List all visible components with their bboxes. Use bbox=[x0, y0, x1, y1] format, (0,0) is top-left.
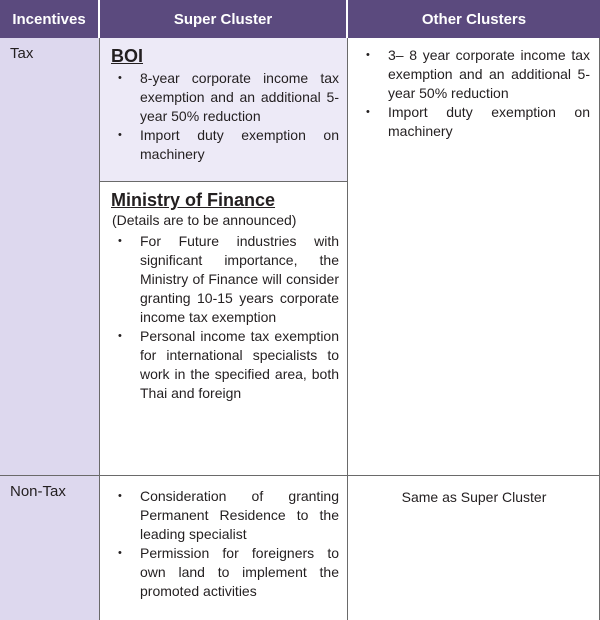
header-super-cluster bbox=[100, 0, 346, 38]
mof-bullet-text: For Future industries with significant importance, the Ministry of Finance will consider granting 10-15 years corporate income tax exemption bbox=[140, 233, 339, 325]
row-label-non-tax-text: Non-Tax bbox=[10, 483, 66, 500]
bullet-icon: • bbox=[118, 330, 122, 342]
mof-bullet-text: Personal income tax exemption for international specialists to work in the specified area, both Thai and foreign bbox=[140, 328, 339, 401]
bullet-icon: • bbox=[118, 129, 122, 141]
bullet-icon: • bbox=[118, 235, 122, 247]
mof-title: Ministry of Finance bbox=[111, 190, 276, 210]
header-other-clusters-label: Other Clusters bbox=[421, 10, 527, 28]
boi-cell bbox=[100, 38, 348, 182]
header-incentives-label: Incentives bbox=[12, 10, 86, 28]
list-item bbox=[100, 232, 347, 327]
boi-bullet-list bbox=[100, 69, 347, 164]
bullet-icon: • bbox=[118, 547, 122, 559]
list-item bbox=[348, 46, 600, 103]
list-item bbox=[100, 69, 347, 126]
other-clusters-tax-cell bbox=[348, 38, 600, 476]
bullet-icon: • bbox=[366, 49, 370, 61]
list-item bbox=[348, 103, 600, 141]
non-tax-bullet-text: Consideration of granting Permanent Residence to the leading specialist bbox=[140, 488, 339, 542]
bullet-icon: • bbox=[366, 106, 370, 118]
mof-bullet-list bbox=[100, 232, 347, 403]
list-item bbox=[100, 487, 347, 544]
non-tax-other-clusters-cell bbox=[348, 476, 600, 620]
bullet-icon: • bbox=[118, 490, 122, 502]
header-super-cluster-label: Super Cluster bbox=[173, 10, 273, 28]
same-as-super-cluster-text: Same as Super Cluster bbox=[401, 489, 547, 505]
other-tax-bullet-text: 3– 8 year corporate income tax exemption and an additional 5-year 50% reduction bbox=[388, 47, 590, 101]
other-tax-bullet-text: Import duty exemption on machinery bbox=[388, 104, 590, 139]
bullet-icon: • bbox=[118, 72, 122, 84]
other-tax-bullet-list bbox=[348, 46, 600, 141]
list-item bbox=[100, 544, 347, 601]
list-item bbox=[100, 327, 347, 403]
boi-bullet-text: 8-year corporate income tax exemption and an additional 5-year 50% reduction bbox=[140, 70, 339, 124]
row-label-non-tax bbox=[0, 476, 100, 620]
header-incentives bbox=[0, 0, 98, 38]
non-tax-bullet-list bbox=[100, 487, 347, 601]
non-tax-bullet-text: Permission for foreigners to own land to implement the promoted activities bbox=[140, 545, 339, 599]
mof-note: (Details are to be announced) bbox=[112, 212, 297, 228]
row-label-tax-text: Tax bbox=[10, 45, 34, 62]
row-label-tax bbox=[0, 38, 100, 476]
boi-title: BOI bbox=[111, 46, 144, 66]
header-other-clusters bbox=[348, 0, 600, 38]
boi-bullet-text: Import duty exemption on machinery bbox=[140, 127, 339, 162]
non-tax-super-cluster-cell bbox=[100, 476, 348, 620]
list-item bbox=[100, 126, 347, 164]
ministry-of-finance-cell bbox=[100, 182, 348, 476]
